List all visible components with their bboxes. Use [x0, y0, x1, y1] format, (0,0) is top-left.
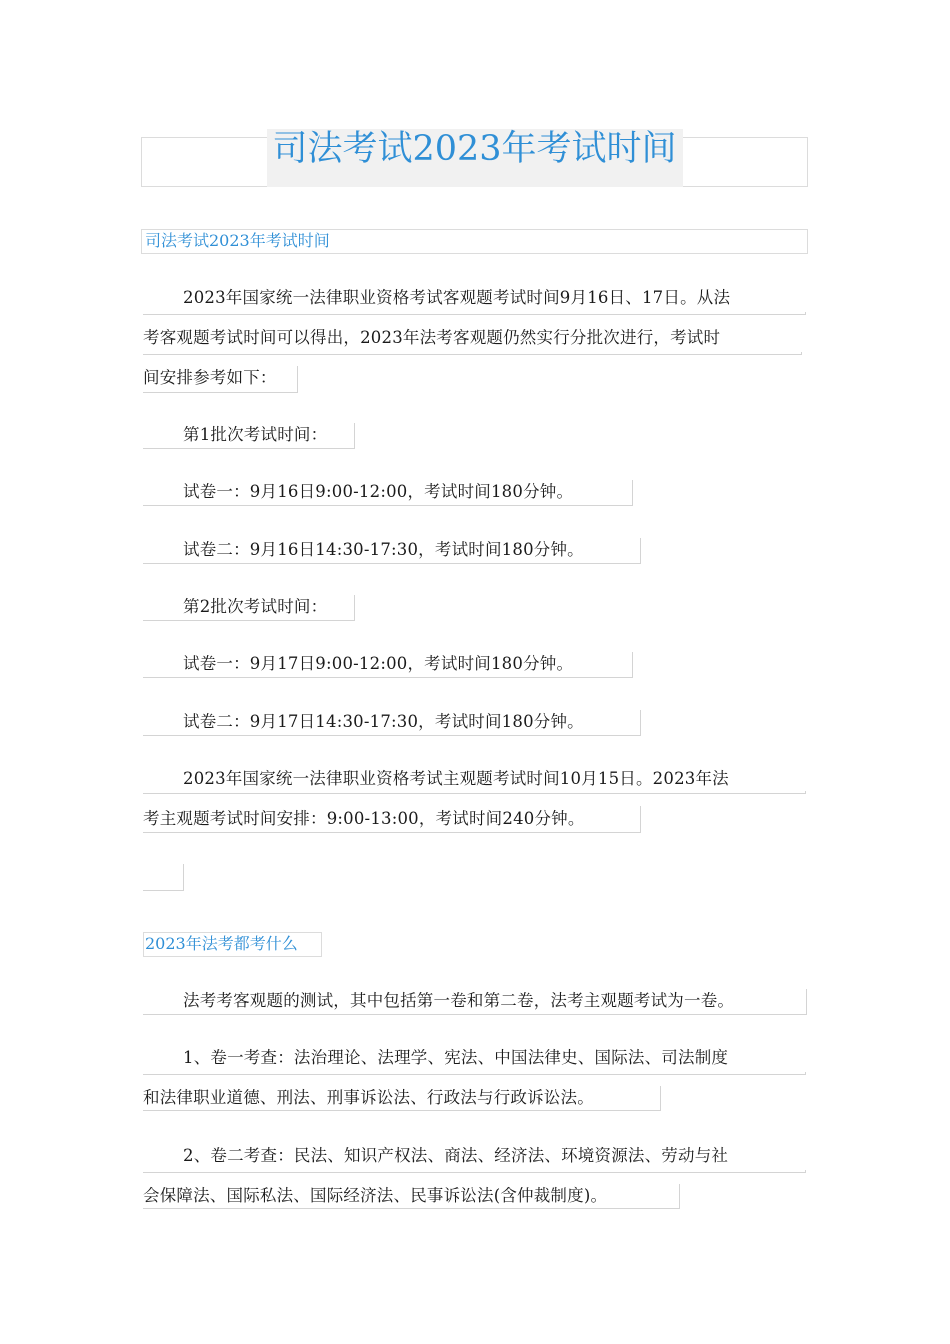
line-rule [143, 352, 802, 355]
paragraph-line: 2023年国家统一法律职业资格考试主观题考试时间10月15日。2023年法 [183, 769, 729, 788]
line-rule [143, 595, 355, 621]
line-rule [143, 1170, 806, 1173]
line-rule [143, 806, 641, 833]
paragraph: 第2批次考试时间： [183, 597, 328, 616]
paragraph: 试卷二：9月17日14:30-17:30，考试时间180分钟。 [183, 712, 584, 731]
paragraph: 试卷一：9月17日9:00-12:00，考试时间180分钟。 [183, 654, 574, 673]
paragraph: 试卷一：9月16日9:00-12:00，考试时间180分钟。 [183, 482, 574, 501]
line-rule [143, 480, 633, 506]
line-rule [143, 538, 641, 564]
page-title: 司法考试2023年考试时间 [272, 129, 677, 169]
section-heading-1: 司法考试2023年考试时间 [145, 231, 330, 250]
empty-paragraph [143, 864, 184, 891]
paragraph-line: 和法律职业道德、刑法、刑事诉讼法、行政法与行政诉讼法。 [143, 1088, 594, 1107]
line-rule [143, 652, 633, 678]
line-rule [143, 1184, 680, 1209]
paragraph-line: 会保障法、国际私法、国际经济法、民事诉讼法(含仲裁制度)。 [143, 1186, 608, 1205]
line-rule [143, 312, 806, 315]
paragraph-line: 1、卷一考查：法治理论、法理学、宪法、中国法律史、国际法、司法制度 [183, 1048, 729, 1067]
line-rule [143, 791, 806, 794]
paragraph-line: 2023年国家统一法律职业资格考试客观题考试时间9月16日、17日。从法 [183, 288, 731, 307]
paragraph: 第1批次考试时间： [183, 425, 328, 444]
paragraph: 法考考客观题的测试，其中包括第一卷和第二卷，法考主观题考试为一卷。 [183, 991, 735, 1010]
line-rule [143, 423, 355, 449]
paragraph-line: 考主观题考试时间安排：9:00-13:00，考试时间240分钟。 [143, 809, 585, 828]
paragraph-line: 考客观题考试时间可以得出，2023年法考客观题仍然实行分批次进行，考试时 [143, 328, 721, 347]
paragraph-line: 间安排参考如下： [143, 368, 277, 387]
line-rule [143, 989, 807, 1015]
paragraph-line: 2、卷二考查：民法、知识产权法、商法、经济法、环境资源法、劳动与社 [183, 1146, 729, 1165]
paragraph: 试卷二：9月16日14:30-17:30，考试时间180分钟。 [183, 540, 584, 559]
line-rule [143, 1072, 806, 1075]
line-rule [143, 710, 641, 736]
line-rule [143, 366, 298, 393]
line-rule [143, 1086, 661, 1111]
section-heading-2: 2023年法考都考什么 [145, 934, 298, 953]
